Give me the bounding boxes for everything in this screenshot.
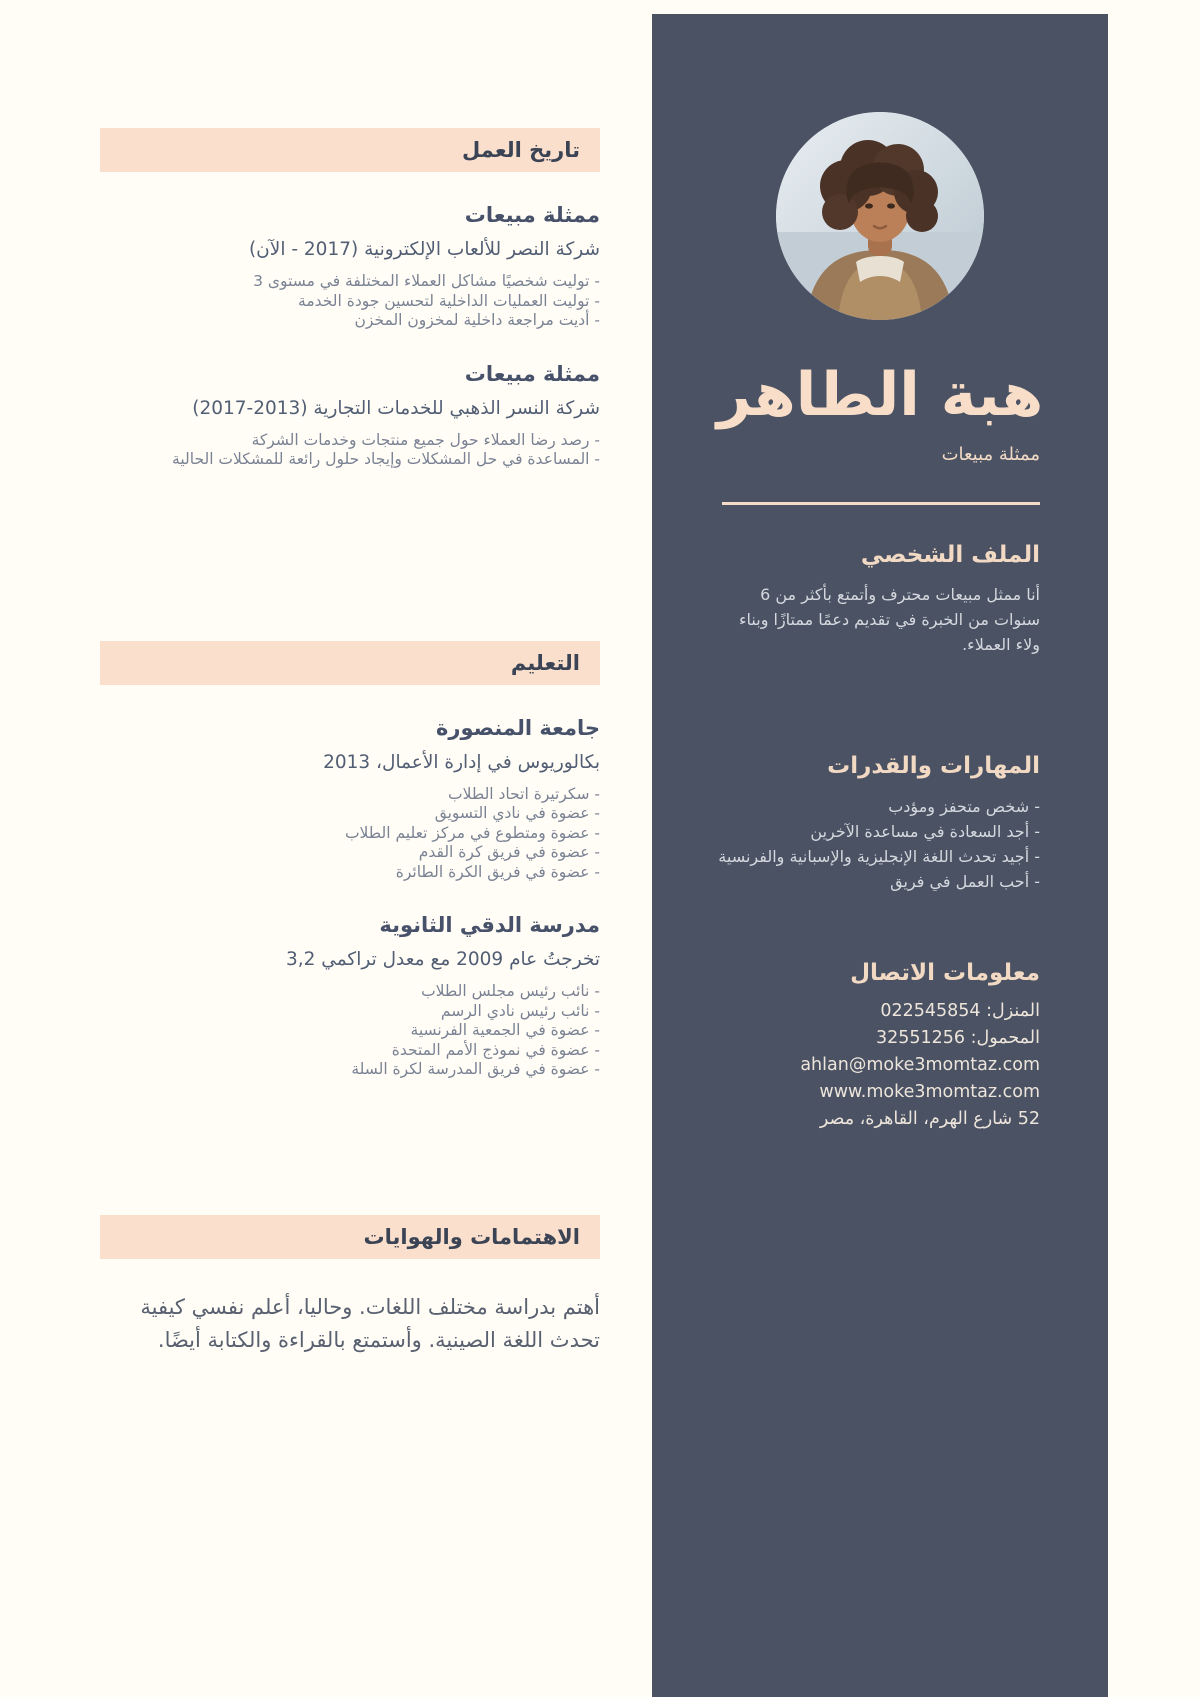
profile-text: أنا ممثل مبيعات محترف وأتمتع بأكثر من 6 سنوات من الخبرة في تقديم دعمًا ممتازًا وبناء ولاء العملاء. — [739, 585, 1040, 654]
skill-item: - أجد السعادة في مساعدة الآخرين — [810, 822, 1040, 841]
school-bullet: - عضوة في نادي التسويق — [434, 804, 600, 822]
skills-list — [652, 794, 1108, 894]
contact-mobile-phone: المحمول: 32551256 — [875, 1028, 1040, 1048]
skill-item: - أحب العمل في فريق — [890, 872, 1040, 891]
job-entry — [100, 202, 600, 331]
person-name: هبة الطاهر — [716, 360, 1044, 430]
job-entry — [100, 361, 600, 470]
profile-photo-illustration — [776, 112, 984, 320]
school-bullet: - عضوة في فريق كرة القدم — [418, 843, 600, 861]
main-column — [100, 0, 600, 1357]
interests-title: الاهتمامات والهوايات — [363, 1224, 580, 1249]
job-title: ممثلة مبيعات — [464, 203, 600, 227]
school-entry — [100, 715, 600, 883]
work-history-title: تاريخ العمل — [462, 138, 580, 162]
job-bullet: - توليت العمليات الداخلية لتحسين جودة الخدمة — [298, 291, 600, 310]
sidebar — [652, 14, 1108, 1697]
profile-photo — [776, 112, 984, 320]
person-role: ممثلة مبيعات — [941, 444, 1040, 465]
education-section-header — [100, 641, 600, 685]
school-entry — [100, 912, 600, 1080]
school-name: مدرسة الدقي الثانوية — [379, 913, 600, 937]
job-title: ممثلة مبيعات — [464, 361, 600, 386]
contact-heading: معلومات الاتصال — [850, 960, 1040, 986]
school-bullet: - عضوة في فريق الكرة الطائرة — [395, 862, 600, 881]
interests-text: أهتم بدراسة مختلف اللغات. وحاليا، أعلم نفسي كيفية تحدث اللغة الصينية. وأستمتع بالقراءة والكتابة أيضًا. — [140, 1294, 600, 1352]
contact-lines — [652, 998, 1108, 1133]
skill-item: - أجيد تحدث اللغة الإنجليزية والإسبانية والفرنسية — [718, 847, 1040, 866]
work-history-section-header — [100, 128, 600, 172]
job-bullet: - المساعدة في حل المشكلات وإيجاد حلول رائعة للمشكلات الحالية — [172, 450, 600, 468]
job-bullet: - توليت شخصيًا مشاكل العملاء المختلفة في مستوى 3 — [253, 272, 600, 290]
school-bullet: - نائب رئيس مجلس الطلاب — [421, 982, 600, 1000]
job-bullets — [100, 272, 600, 331]
profile-heading: الملف الشخصي — [860, 542, 1040, 568]
contact-home-phone: المنزل: 022545854 — [880, 1001, 1040, 1021]
school-bullets — [100, 982, 600, 1080]
skill-item: - شخص متحفز ومؤدب — [888, 797, 1040, 816]
school-bullets — [100, 785, 600, 883]
contact-website: www.moke3momtaz.com — [819, 1082, 1040, 1102]
contact-address: 52 شارع الهرم، القاهرة، مصر — [819, 1109, 1040, 1129]
school-name: جامعة المنصورة — [435, 715, 600, 740]
skills-heading: المهارات والقدرات — [827, 753, 1040, 779]
school-bullet: - عضوة في فريق المدرسة لكرة السلة — [351, 1060, 600, 1078]
sidebar-divider — [722, 502, 1040, 505]
school-bullet: - عضوة في نموذج الأمم المتحدة — [391, 1040, 600, 1059]
job-company: شركة النسر الذهبي للخدمات التجارية (2013-2017) — [192, 397, 600, 419]
school-degree: بكالوريوس في إدارة الأعمال، 2013 — [323, 751, 600, 773]
school-bullet: - سكرتيرة اتحاد الطلاب — [448, 784, 600, 803]
contact-email: ahlan@moke3momtaz.com — [800, 1055, 1040, 1075]
school-bullet: - عضوة في الجمعية الفرنسية — [410, 1021, 600, 1039]
school-degree: تخرجتُ عام 2009 مع معدل تراكمي 3,2 — [286, 949, 600, 970]
job-company: شركة النصر للألعاب الإلكترونية (2017 - الآن) — [248, 239, 600, 260]
school-bullet: - نائب رئيس نادي الرسم — [440, 1001, 600, 1020]
school-bullet: - عضوة ومتطوع في مركز تعليم الطلاب — [344, 823, 600, 842]
education-title: التعليم — [510, 650, 580, 675]
interests-section-header — [100, 1215, 600, 1259]
job-bullet: - رصد رضا العملاء حول جميع منتجات وخدمات الشركة — [251, 430, 600, 449]
job-bullets — [100, 431, 600, 470]
job-bullet: - أديت مراجعة داخلية لمخزون المخزن — [354, 311, 600, 329]
